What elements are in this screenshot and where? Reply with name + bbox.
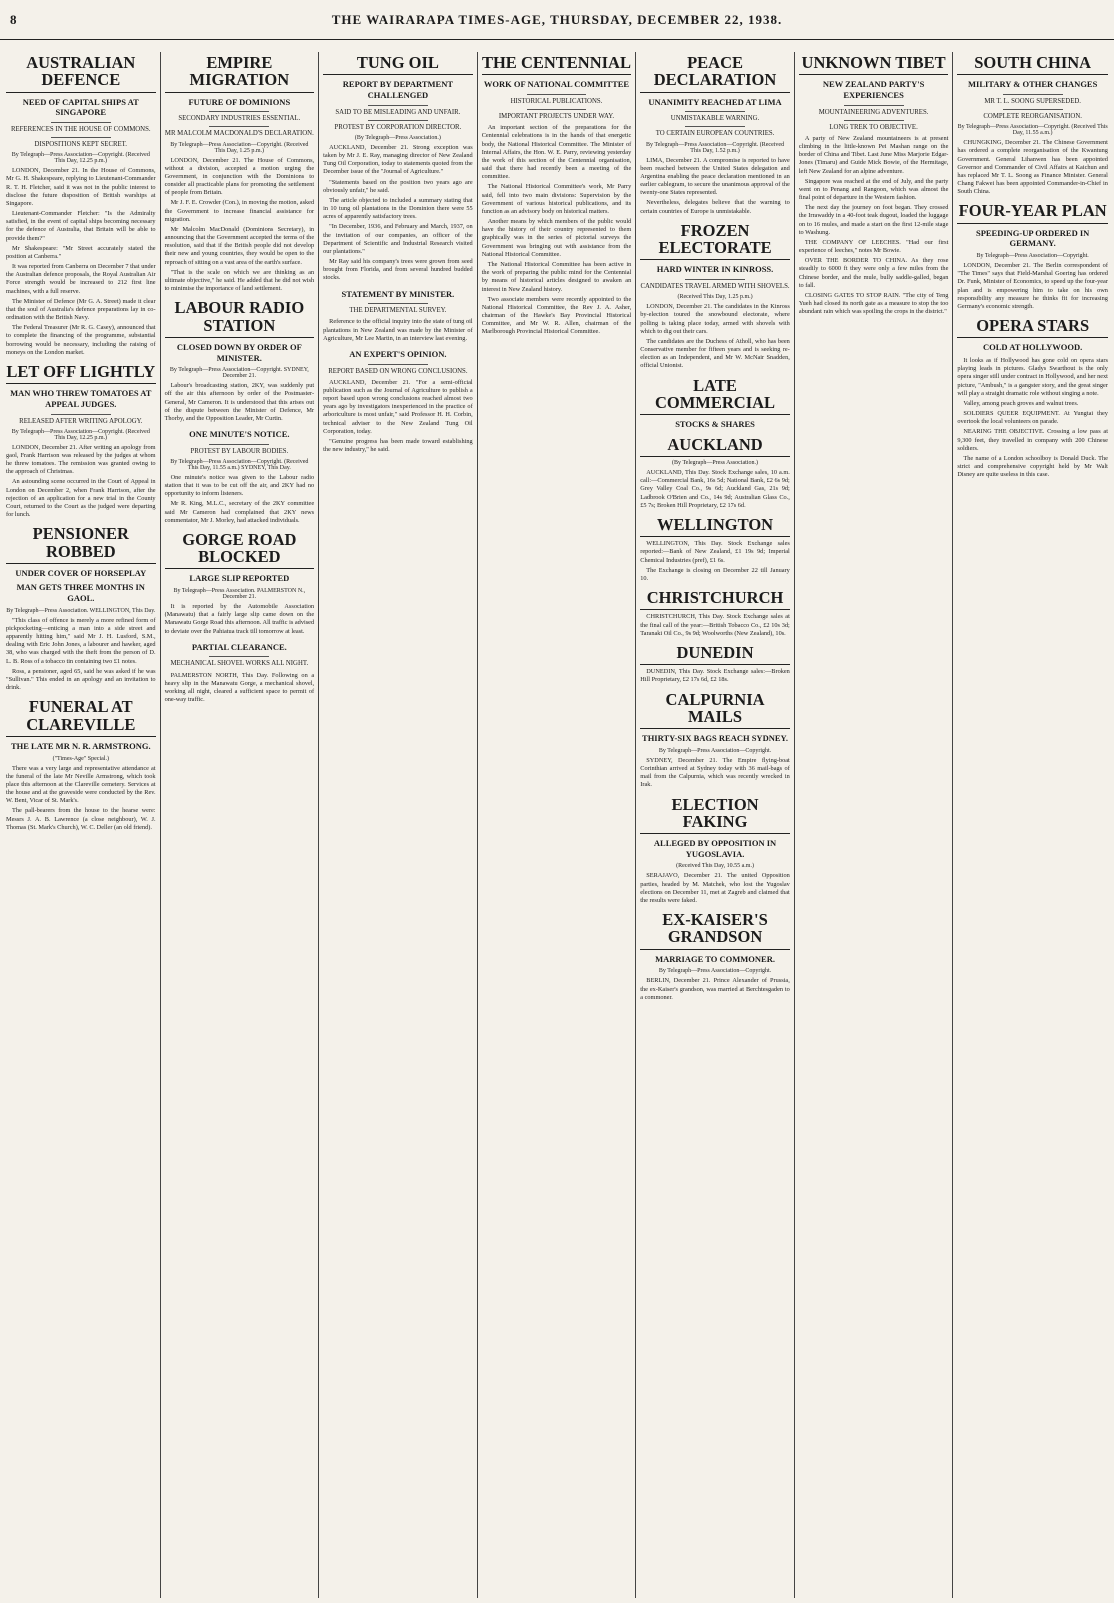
column-7 [953,52,1112,1598]
separator [368,364,428,365]
headline: THE CENTENNIAL [482,54,632,75]
subdeck: PROTEST BY LABOUR BODIES. [190,447,289,455]
separator [685,126,745,127]
body-paragraph: Mr Shakespeare: "Mr Street accurately stated the position at Canberra." [6,244,156,260]
body-paragraph: Lieutenant-Commander Fletcher: "Is the Admiralty satisfied, in the event of capital ships becoming necessary for the defence of Australia, that Britain will be able to provide them?" [6,210,156,242]
column-4 [478,52,637,1598]
body-paragraph: Valley, among peach groves and walnut trees. [963,399,1079,407]
deck: ONE MINUTE'S NOTICE. [189,429,290,440]
headline: PENSIONER ROBBED [6,525,156,564]
body-paragraph: An astounding scene occurred in the Court of Appeal in London on December 2, when Frank Harrison, after the rejection of an application for a new trial in the County Court, returned to the Court as the judged were departing for lunch. [6,478,156,519]
article [6,525,156,692]
subdeck: MOUNTAINEERING ADVENTURES. [818,108,929,116]
separator [51,137,111,138]
column-1 [2,52,161,1598]
page-number: 8 [10,11,17,27]
article [165,299,315,423]
headline: EMPIRE MIGRATION [165,54,315,93]
article [6,363,156,519]
subdeck: THE DEPARTMENTAL SURVEY. [349,307,447,315]
body-paragraph: Mr R. King, M.L.C., secretary of the 2KY committee said Mr Cameron had complained that 2KY news commentator, Mr J. Morley, had attacked individuals. [164,500,315,524]
byline: By Telegraph—Press Association—Copyright. (Received This Day, 11.55 a.m.) [957,124,1108,137]
body-paragraph: It was reported from Canberra on December 7 that under the Australian defence proposals, the Royal Australian Air Force strength would be increased to 212 first line machines, with a full reserve. [6,263,156,295]
deck: STATEMENT BY MINISTER. [341,288,455,299]
byline: By Telegraph—Press Association. PALMERSTON N., December 21. [173,588,306,601]
body-paragraph: WELLINGTON, This Day. Stock Exchange sales reported:—Bank of New Zealand, £1 19s 9d; Imperial Chemical Industries (pref), £1 6s. [640,540,790,564]
column-5 [636,52,795,1598]
masthead [0,0,1114,40]
headline: AUSTRALIAN DEFENCE [6,54,156,93]
separator [844,105,904,106]
separator [51,122,111,123]
headline: DUNEDIN [640,644,790,665]
byline: By Telegraph—Press Association—Copyright. (Received This Day, 11.55 a.m.) SYDNEY, This Day. [170,458,309,471]
article [6,698,156,832]
byline: (Received This Day, 10.55 a.m.) [676,863,754,870]
body-paragraph: "This class of offence is merely a more refined form of pickpocketing—enticing a man into a side street and apparently hitting him," said Mr J. H. Lusford, S.M., dealing with Eric John Jones, a labourer and hawker, aged 38, who was charged with the theft from the person of D. L. B. Ross of a tobacco tin containing two £1 notes. [6,616,156,665]
article [482,54,632,337]
body-paragraph: CHUNGKING, December 21. The Chinese Government has ordered a complete reorganisation of the Kwantung Government. General Lihanwen has been appointed Governor and Commander of Civil Affairs at Kaichun and has replaced Mr T. L. Soong as Finance Minister. General Chang Fakwei has been appointed Commander-in-Chief in South China. [957,139,1108,196]
body-paragraph: Mr J. F. E. Crowder (Con.), in moving the motion, asked the Government to increase financial assistance for migration. [164,199,315,223]
byline: By Telegraph—Press Association—Copyright. (Received This Day, 12.25 p.m.) [11,152,150,165]
headline: GORGE ROAD BLOCKED [165,531,315,570]
article [957,202,1108,311]
subdeck: TO CERTAIN EUROPEAN COUNTRIES. [655,130,775,138]
headline: WELLINGTON [640,516,790,537]
subdeck: HISTORICAL PUBLICATIONS. [510,97,603,105]
byline: By Telegraph—Press Association—Copyright. [658,968,772,975]
article [165,54,315,293]
body-paragraph: The Minister of Defence (Mr G. A. Street) made it clear that the soul of Australia's defence preparations lay in co-ordination with the British Navy. [6,297,156,322]
deck: LARGE SLIP REPORTED [189,573,290,584]
body-paragraph: SOLDIERS QUEER EQUIPMENT. At Yungtai they overtook the local volunteers on parade. [957,410,1108,426]
byline: By Telegraph—Press Association—Copyright. SYDNEY, December 21. [169,367,309,380]
body-paragraph: LONDON, December 21. The Berlin correspondent of "The Times" says that Field-Marshal Goering has ordered Dr. Funk, Minister of Economics, to speed up the four-year plan and is empowering him to take on his own responsibility any measure he thinks fit for increasing Germany's economic strength. [957,262,1108,310]
headline: PEACE DECLARATION [640,54,790,93]
body-paragraph: "In December, 1936, and February and March, 1937, on the invitation of our companies, an officer of the Department of Scientific and Industrial Research visited our plantations." [323,223,473,255]
body-paragraph: The National Historical Committee has been active in the work of preparing the public mind for the Centennial by means of historical articles designed to awaken an interest in New Zealand history. [481,261,632,293]
separator [51,414,111,415]
body-paragraph: LONDON, December 21. After writing an apology from gaol, Frank Harrison was released by the judges at whom he threw tomatoes. The remission was granted owing to the approach of Christmas. [6,443,156,476]
body-paragraph: It is reported by the Automobile Association (Manawatu) that a fairly large slip came down on the Manawatu Gorge Road this afternoon. All traffic is advised to deviate over the Pahiatua track till tomorrow at least. [164,603,315,635]
body-paragraph: CLOSING GATES TO STOP RAIN. "The city of Teng Yueh had closed its north gate as a measure to stop the too abundant rain which was spoiling the crops in the district." [798,291,949,316]
body-paragraph: CHRISTCHURCH, This Day. Stock Exchange sales at the final call of the year:—British Tobacco Co., £2 10s 3d; Taranaki Oil Co., 9s 9d; Woolworths (New Zealand), 10s. [640,613,790,637]
subdeck: SAID TO BE MISLEADING AND UNFAIR. [335,108,461,116]
body-paragraph: The Exchange is closing on December 22 till January 10. [640,566,790,582]
subdeck: IMPORTANT PROJECTS UNDER WAY. [498,113,615,121]
body-paragraph: The pall-bearers from the house to the hearse were: Messrs J. A. B. Lawrence (a close neighbour), W. J. Thomas (St. Mark's Church), W. C. Deller (an old friend). [6,807,156,831]
body-paragraph: THE COMPANY OF LEECHES. "Had our first experience of leeches," notes Mr Bowie. [798,238,949,255]
separator [527,94,587,95]
deck: AN EXPERT'S OPINION. [349,348,447,359]
headline: CHRISTCHURCH [640,589,790,610]
article [165,429,315,525]
byline: (By Telegraph—Press Association.) [354,134,441,141]
subdeck: LONG TREK TO OBJECTIVE. [829,123,918,131]
article [640,796,790,906]
deck: MARRIAGE TO COMMONER. [655,953,775,964]
deck: THE LATE MR N. R. ARMSTRONG. [10,740,151,751]
byline: By Telegraph—Press Association—Copyright. (Received This Day, 1.25 p.m.) [170,141,309,154]
separator [368,120,428,121]
body-paragraph: LIMA, December 21. A compromise is reported to have been reached between the United States delegation and Argentina enabling the peace declaration mentioned in an earlier cablegram, to secure the unanimous approval of the twenty-one States represented. [640,156,790,197]
body-paragraph: "Statements based on the position two years ago are obviously unfair," he said. [323,178,473,194]
body-paragraph: Mr Malcolm MacDonald (Dominions Secretary), in announcing that the Government accepted the terms of the resolution, said that if the British people did not develop their new and young countries, they would be open to the reproach of sitting on a vast area of the earth's surface. [164,225,315,266]
subdeck: MR T. L. SOONG SUPERSEDED. [984,97,1081,105]
column-2 [161,52,320,1598]
headline: TUNG OIL [323,54,473,75]
body-paragraph: The article objected to included a summary stating that in 10 tung oil plantations in the Dominion there were 55 acres of apparently satisfactory trees. [323,196,473,221]
headline: LATE COMMERCIAL [640,377,790,416]
subdeck: PROTEST BY CORPORATION DIRECTOR. [334,123,462,131]
deck: MILITARY & OTHER CHANGES [967,79,1098,90]
body-paragraph: There was a very large and representative attendance at the funeral of the late Mr Neville Armstrong, which took place this afternoon at the Clareville cemetery. Services at the house and at the graveside were conducted by the Rev. W. Bent, Vicar of St. Mark's. [6,764,156,805]
article [640,589,790,638]
deck: WORK OF NATIONAL COMMITTEE [483,79,630,90]
body-paragraph: PALMERSTON NORTH, This Day. Following on a heavy slip in the Manawatu Gorge, a mechanical shovel, working all night, cleared a sufficient space to permit of one-way traffic. [164,671,315,704]
headline: FROZEN ELECTORATE [640,222,790,261]
deck: PARTIAL CLEARANCE. [191,641,287,652]
subdeck: DISPOSITIONS KEPT SECRET. [34,141,128,149]
headline: FOUR-YEAR PLAN [957,202,1108,223]
body-paragraph: LONDON, December 21. The House of Commons, without a division, accepted a motion urging the Government, in conjunction with the Dominions to consider all practicable plans for promoting the settlement of people from Britain. [164,156,315,197]
deck: MAN GETS THREE MONTHS IN GAOL. [16,582,145,604]
separator [368,303,428,304]
body-paragraph: The candidates are the Duchess of Atholl, who has been Conservative member for fifteen years and is seeking re-election as an Independent, and Mr W. McNair Snadden, official Unionist. [640,337,790,370]
body-paragraph: LONDON, December 21. In the House of Commons, Mr G. H. Shakespeare, replying to Lieutenant-Commander R. T. H. Fletcher, said it was not in the public interest to disclose the future disposition of British warships at Singapore. [6,167,156,207]
deck: ALLEGED BY OPPOSITION IN YUGOSLAVIA. [653,838,777,859]
body-paragraph: "Genuine progress has been made toward establishing the new industry," he said. [323,437,473,454]
columns [2,52,1112,1598]
deck: FUTURE OF DOMINIONS [188,96,291,107]
deck: NEED OF CAPITAL SHIPS AT SINGAPORE [22,96,139,118]
deck: THIRTY-SIX BAGS REACH SYDNEY. [642,733,789,744]
article [640,911,790,1002]
article [640,516,790,583]
body-paragraph: It looks as if Hollywood has gone cold on opera stars playing leads in pictures. Gladys Swarthout is the only opera singer still under contract in Hollywood, and her next picture, "Ambush," is a gangster story, and the great singer will play a straight dramatic role without singing a note. [957,356,1108,397]
subdeck: MR MALCOLM MACDONALD'S DECLARATION. [164,130,314,138]
article [640,644,790,685]
body-paragraph: DUNEDIN, This Day. Stock Exchange sales:—Broken Hill Proprietary, £2 17s 6d, £2 18s. [640,668,790,684]
body-paragraph: The Federal Treasurer (Mr R. G. Casey), announced that to complete the financing of the programme, substantial borrowing would be necessary, including the raising of moneys on the London market. [6,324,156,356]
body-paragraph: NEARING THE OBJECTIVE. Crossing a low pass at 9,300 feet, they travelled in company with 200 Chinese soldiers. [957,428,1108,452]
separator [685,279,745,280]
byline: (Received This Day, 1.25 p.m.) [677,294,753,301]
headline: FUNERAL AT CLAREVILLE [6,698,156,737]
headline: SOUTH CHINA [957,54,1108,75]
headline: CALPURNIA MAILS [640,691,790,730]
article [640,222,790,371]
body-paragraph: The name of a London schoolboy is Donald Duck. The strict and comprehensive copyright held by Mr Walt Disney are quite useless in this case. [957,454,1108,479]
separator [685,111,745,112]
headline: LET OFF LIGHTLY [6,363,156,384]
deck: UNANIMITY REACHED AT LIMA [648,96,782,107]
deck: SPEEDING-UP ORDERED IN GERMANY. [975,227,1090,249]
deck: MAN WHO THREW TOMATOES AT APPEAL JUDGES. [10,388,152,409]
subdeck: COMPLETE REORGANISATION. [983,113,1082,121]
separator [844,120,904,121]
byline: By Telegraph—Press Association. WELLINGTON, This Day. [6,607,156,614]
headline: ELECTION FAKING [640,796,790,835]
article [799,54,949,316]
body-paragraph: Singapore was reached at the end of July, and the party went on to Penang and Rangoon, which was almost the final point of departure in the Western fashion. [798,177,949,202]
byline: By Telegraph—Press Association—Copyright. (Received This Day, 12.25 p.m.) [11,428,150,441]
body-paragraph: LONDON, December 21. The candidates in the Kinross by-election toured the snowbound electorate, where polling is taking place today, armed with shovels with which to dig out their cars. [640,303,790,335]
deck: STOCKS & SHARES [675,419,755,430]
body-paragraph: SYDNEY, December 21. The Empire flying-boat Corinthian arrived at Sydney today with 36 mail-bags of mail from the Calpurnia, which was recently wrecked in Irak. [640,756,790,789]
headline: OPERA STARS [957,317,1108,338]
subdeck: REFERENCES IN THE HOUSE OF COMMONS. [10,125,151,133]
body-paragraph: A party of New Zealand mountaineers is at present climbing in the little-known Pei Mashan range on the border of China and Tibet. Last June Miss Marjorie Edgar-Jones (Timaru) and Guide Mick Bowie, of the Hermitage, left New Zealand for an alpine adventure. [798,134,949,175]
separator [1003,109,1063,110]
body-paragraph: One minute's notice was given to the Labour radio station that it was to be cut off the air, and 2KY had no opportunity to inform listeners. [164,473,315,498]
article [6,54,156,357]
subdeck: UNMISTAKABLE WARNING. [670,115,760,123]
separator [1003,94,1063,95]
separator [209,126,269,127]
separator [209,111,269,112]
separator [209,444,269,445]
body-paragraph: Reference to the official inquiry into the state of tung oil plantations in New Zealand was made by the Minister of Agriculture, Mr Lee Martin, in an interview last evening. [323,318,473,342]
separator [209,656,269,657]
article [165,642,315,704]
body-paragraph: The next day the journey on foot began. They crossed the Irrawaddy in a 40-foot teak dugout, loaded the luggage on to 16 mules, and made a start on the first 12-mile stage to Washung. [798,204,949,236]
column-3 [319,52,478,1598]
article [165,531,315,636]
body-paragraph: BERLIN, December 21. Prince Alexander of Prussia, the ex-Kaiser's grandson, was married at Berchtesgaden to a commoner. [640,977,790,1001]
body-paragraph: Nevertheless, delegates believe that the warning to certain countries of Europe is unmistakable. [640,199,790,215]
byline: By Telegraph—Press Association—Copyright. [658,747,772,754]
deck: HARD WINTER IN KINROSS. [656,264,774,275]
subdeck: SECONDARY INDUSTRIES ESSENTIAL. [178,115,301,123]
headline: UNKNOWN TIBET [799,54,949,75]
article [957,54,1108,196]
article [640,691,790,790]
column-6 [795,52,954,1598]
deck: NEW ZEALAND PARTY'S EXPERIENCES [822,79,925,100]
body-paragraph: AUCKLAND, December 21. "For a semi-official publication such as the Journal of Agriculture to publish a report based upon wrong conclusions reached almost two years ago by investigators inexperienced in the practice of arboriculture is most unfair," said Professor H. H. Corbin, technical adviser to the New Zealand Tung Oil Corporation, today. [323,378,473,435]
deck: REPORT BY DEPARTMENT CHALLENGED [342,79,454,100]
body-paragraph: Ross, a pensioner, aged 65, said he was asked if he was "Sullivan." This ended in an apology and an invitation to drink. [6,667,156,692]
subdeck: RELEASED AFTER WRITING APOLOGY. [19,417,143,425]
body-paragraph: Two associate members were recently appointed to the National Historical Committee, the Rev J. A. Asher, chairman of the Hawke's Bay Provincial Historical Committee, and Mr W. R. Allen, chairman of the Marlborough Provincial Historical Committee. [481,295,632,336]
newspaper-title: THE WAIRARAPA TIMES-AGE, THURSDAY, DECEMBER 22, 1938. [331,11,783,27]
deck: COLD AT HOLLYWOOD. [983,342,1083,353]
article [640,436,790,510]
article [323,349,473,454]
body-paragraph: The National Historical Committee's work, Mr Parry said, fell into two main divisions: Supervision by the Government of various historical publications, and its function as an advisory body on historical matters. [481,183,632,215]
body-paragraph: Mr Ray said his company's trees were grown from seed brought from Florida, and from several hundred budded stocks. [323,258,473,282]
article [323,289,473,343]
separator [368,105,428,106]
byline: By Telegraph—Press Association—Copyright. [976,253,1089,260]
separator [527,109,587,110]
body-paragraph: SERAJAVO, December 21. The united Opposition parties, headed by M. Matchek, who lost the Yugoslav elections on December 11, met at Zagreb and claimed that the results were faked. [640,872,790,904]
headline: AUCKLAND [640,436,790,457]
body-paragraph: An important section of the preparations for the Centennial celebrations is in the hands of that energetic body, the National Historical Committee. The Minister of Internal Affairs, the Hon. W. E. Parry, reviewing yesterday the work of this section of the Centennial organisation, said that there had recently been a meeting of the committee. [481,124,632,181]
headline: LABOUR RADIO STATION [165,299,315,338]
body-paragraph: AUCKLAND, December 21. Strong exception was taken by Mr J. E. Ray, managing director of New Zealand Tung Oil Corporation, today to statements quoted from the December issue of the "Journal of Agriculture." [323,143,473,176]
subdeck: MECHANICAL SHOVEL WORKS ALL NIGHT. [170,660,309,668]
article [640,54,790,216]
byline: (By Telegraph—Press Association.) [672,460,759,467]
article [957,317,1108,479]
deck: CLOSED DOWN BY ORDER OF MINISTER. [176,341,302,363]
byline: By Telegraph—Press Association—Copyright. (Received This Day, 1.52 p.m.) [645,141,785,154]
article [323,54,473,283]
subdeck: REPORT BASED ON WRONG CONCLUSIONS. [328,367,468,375]
article [640,377,790,430]
byline: ("Times-Age" Special.) [52,755,109,762]
headline: EX-KAISER'S GRANDSON [640,911,790,950]
body-paragraph: Labour's broadcasting station, 2KY, was suddenly put off the air this afternoon by order of the Postmaster-General, Mr Cameron. It is understood that this arises out of the dispute between the Minister of Defence, Mr Thorby, and the Opposition Leader, Mr Curtin. [164,382,315,422]
subdeck: CANDIDATES TRAVEL ARMED WITH SHOVELS. [640,283,790,291]
body-paragraph: "That is the scale on which we are thinking as an ultimate objective," he said. He added that he did not wish to minimise the importance of land settlement. [164,268,315,293]
body-paragraph: OVER THE BORDER TO CHINA. As they rose steadily to 6000 ft they were only a few miles from the Chinese border, and the mule, bully saddle-galled, began to fall. [798,257,949,289]
deck: UNDER COVER OF HORSEPLAY [15,567,147,578]
body-paragraph: AUCKLAND, This Day. Stock Exchange sales, 10 a.m. call:—Commercial Bank, 16s 5d; National Bank, £2 6s 9d; Grey Valley Coal Co., 9s 6d; Auckland Gas, 21s 9d; Ladbrook O'Brien and Co., 14s 9d; Australian Glass Co., £5 7s; Broken Hill Proprietary, £2 17s 6d. [640,469,790,509]
body-paragraph: Another means by which members of the public would have the history of their country represented to them graphically was in the series of pictorial surveys the Government was bringing out with assistance from the National Historical Committee. [481,218,632,258]
